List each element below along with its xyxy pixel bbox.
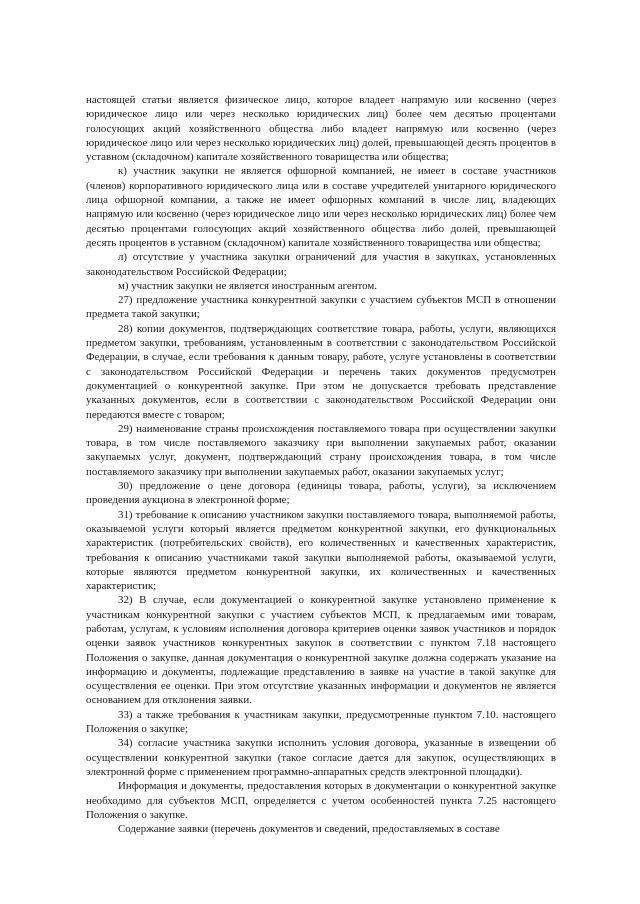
- paragraph-item-31: 31) требование к описанию участником закупки поставляемого товара, выполняемой работы, оказываемой услуги который является предметом конкурентной закупки, его функциональных характеристик (потребительских свойств), его количественных и качественных характеристик, требования к описанию участниками такой закупки выполняемой работы, оказываемой услуги, которые являются предметом конкурентной закупки, их количественных и качественных характеристик;: [86, 508, 556, 593]
- document-page: [86, 93, 556, 836]
- paragraph-item-34: 34) согласие участника закупки исполнить условия договора, указанные в извещении об осуществлении конкурентной закупки (такое согласие дается для закупок, осуществляющих в электронной форме с применением программно-аппаратных средств электронной площадки).: [86, 737, 556, 778]
- paragraph-info-docs: Информация и документы, предоставления которых в документации о конкурентной закупке необходимо для субъектов МСП, определяется с учетом особенностей пункта 7.25 настоящего Положения о закупке.: [86, 780, 556, 821]
- paragraph-item-32: 32) В случае, если документацией о конкурентной закупке установлено применение к участникам конкурентной закупки с участием субъектов МСП, к предлагаемым ими товарам, работам, услугам, к условиям исполнения договора критериев оценки заявок участников и порядок оценки заявок участников конкурентных закупок в соответствии с пунктом 7.18 настоящего Положения о закупке, данная документация о конкурентной закупке должна содержать указание на информацию и документы, подлежащие представлению в заявке на участие в такой закупке для осуществления ее оценки. При этом отсутствие указанных информации и документов не является основанием для отклонения заявки.: [86, 594, 556, 707]
- paragraph-continuation: настоящей статьи является физическое лицо, которое владеет напрямую или косвенно (через юридическое лицо или через несколько юридических лиц) более чем десятью процентами голосующих акций хозяйственного общества либо владеет напрямую или косвенно (через юридическое лицо или через несколько юридических лиц) долей, превышающей десять процентов в уставном (складочном) капитале хозяйственного товарищества или общества;: [86, 94, 556, 164]
- paragraph-item-28: 28) копии документов, подтверждающих соответствие товара, работы, услуги, являющихся предметом закупки, требованиям, установленным в соответствии с законодательством Российской Федерации, в случае, если требования к данным товару, работе, услуге установлены в соответствии с законодательством Российской Федерации и перечень таких документов предусмотрен документацией о конкурентной закупке. При этом не допускается требовать представление указанных документов, если в соответствии с законодательством Российской Федерации они передаются вместе с товаром;: [86, 322, 556, 421]
- paragraph-item-l: л) отсутствие у участника закупки ограничений для участия в закупках, установленных законодательством Российской Федерации;: [86, 251, 556, 278]
- paragraph-item-m: м) участник закупки не является иностранным агентом.: [118, 279, 378, 292]
- paragraph-application-content: Содержание заявки (перечень документов и сведений, предоставляемых в составе: [118, 823, 500, 836]
- paragraph-item-k: к) участник закупки не является офшорной компанией, не имеет в составе участников (членов) корпоративного юридического лица или в составе учредителей унитарного юридического лица офшорной компании, а также не имеет офшорных компаний в числе лиц, владеющих напрямую или косвенно (через юридическое лицо или через несколько юридических лиц) более чем десятью процентами голосующих акций хозяйственного общества либо долей, превышающей десять процентов в уставном (складочном) капитале хозяйственного товарищества или общества;: [86, 165, 556, 249]
- paragraph-item-33: 33) а также требования к участникам закупки, предусмотренные пунктом 7.10. настоящего Положения о закупке;: [86, 708, 556, 736]
- paragraph-item-27: 27) предложение участника конкурентной закупки с участием субъектов МСП в отношении предмета такой закупки;: [86, 294, 556, 321]
- paragraph-item-30: 30) предложение о цене договора (единицы товара, работы, услуги), за исключением проведения аукциона в электронной форме;: [86, 480, 556, 507]
- paragraph-item-29: 29) наименование страны происхождения поставляемого товара при осуществлении закупки товара, в том числе поставляемого заказчику при выполнении закупаемых работ, оказании закупаемых услуг, документ, подтверждающий страну происхождения товара, в том числе поставляемого заказчику при выполнении закупаемых работ, оказании закупаемых услуг;: [86, 422, 556, 478]
